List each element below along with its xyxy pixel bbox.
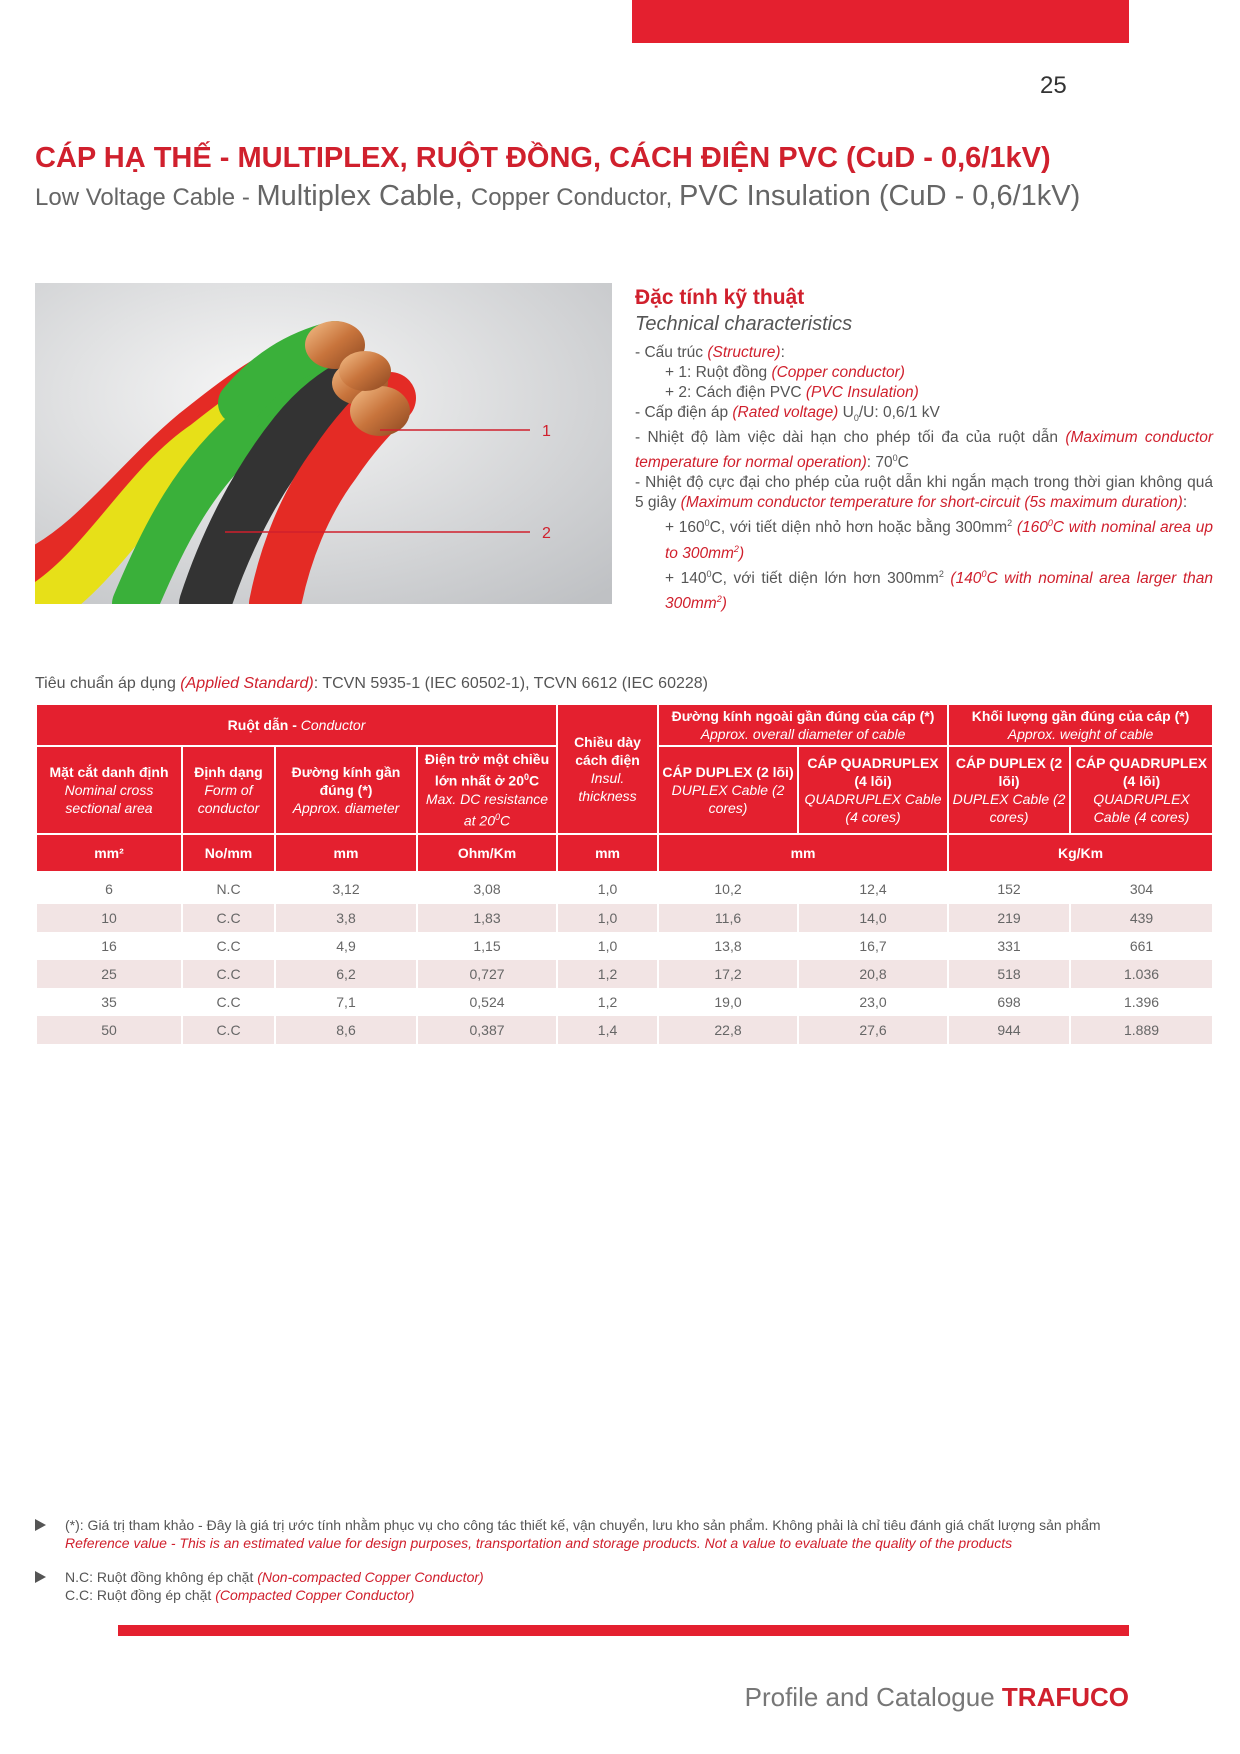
dc-resistance-header: Điện trở một chiều lớn nhất ở $20^0C$ Max. DC resistance at $20^0C$ [417,746,557,834]
title-en-part: Multiplex Cable, [256,180,471,212]
table-cell: 11,6 [658,904,798,932]
title-en-part: PVC Insulation (CuD - 0,6/1kV) [678,180,1081,212]
table-cell: 1.036 [1070,960,1213,988]
table-cell: 50 [36,1016,182,1044]
tech-structure-item-2: + 2: Cách điện PVC (PVC Insulation) [665,384,919,401]
table-cell: 1,0 [557,904,658,932]
tech-heading-en: Technical characteristics [635,313,853,335]
triangle-right-icon [35,1519,46,1531]
table-cell: 20,8 [798,960,948,988]
quadruplex-weight-header: CÁP QUADRUPLEX (4 lõi) QUADRUPLEX Cable (4 cores) [1070,746,1213,834]
spec-table [35,703,1214,1044]
table-cell: 304 [1070,872,1213,904]
footer: Profile and Catalogue TRAFUCO [744,1682,1129,1712]
table-cell: 16,7 [798,932,948,960]
bottom-accent-bar [118,1625,1129,1636]
table-cell: 331 [948,932,1070,960]
unit-area: mm² [36,834,182,872]
table-row [36,988,1213,1016]
table-cell: 944 [948,1016,1070,1044]
table-cell: 1,2 [557,960,658,988]
page-title-en [35,180,1080,213]
insulation-thickness-header: Chiều dày cách điện Insul. thickness [557,704,658,834]
table-cell: 6 [36,872,182,904]
brand-name: TRAFUCO [1001,1682,1129,1712]
reference-note-vn: (*): Giá trị tham khảo - Đây là giá trị ước tính nhằm phục vụ cho công tác thiết kế, vận chuyển, lưu kho sản phẩm. Không phải là chỉ tiêu đánh giá chất lượng sản phẩm [65,1517,1101,1533]
table-cell: 27,6 [798,1016,948,1044]
title-en-part: Low Voltage Cable - [35,184,257,211]
title-en-part: Copper Conductor, [470,184,679,211]
table-cell: 698 [948,988,1070,1016]
table-cell: 10,2 [658,872,798,904]
applied-standard: Tiêu chuẩn áp dụng (Applied Standard): TCVN 5935-1 (IEC 60502-1), TCVN 6612 (IEC 60228) [35,675,708,692]
table-cell: 1,4 [557,1016,658,1044]
table-cell: 0,727 [417,960,557,988]
unit-form: No/mm [182,834,275,872]
duplex-diameter-header: CÁP DUPLEX (2 lõi) DUPLEX Cable (2 cores) [658,746,798,834]
approx-diameter-header: Đường kính gần đúng (*) Approx. diameter [275,746,417,834]
table-row [36,904,1213,932]
table-cell: 6,2 [275,960,417,988]
tech-max-temp: - Nhiệt độ làm việc dài hạn cho phép tối đa của ruột dẫn (Maximum conductor temperature for normal operation): $70^0C$ [635,429,1213,472]
table-cell: C.C [182,988,275,1016]
tech-short-160: + $160^0C$, với tiết diện nhỏ hơn hoặc bằng $300mm^2$ ($160^0C$ with nominal area up to $300mm^2$) [665,518,1213,562]
table-cell: 1,15 [417,932,557,960]
tech-short-circuit: - Nhiệt độ cực đại cho phép của ruột dẫn khi ngắn mạch trong thời gian không quá 5 giây (Maximum conductor temperature for short-circuit (5s maximum duration): [635,474,1213,512]
cable-photo [35,283,612,604]
table-cell: 1,0 [557,872,658,904]
table-row [36,872,1213,904]
tech-rated-voltage: - Cấp điện áp (Rated voltage) $U_0/U$: 0,6/1 kV [635,404,940,424]
table-cell: 3,8 [275,904,417,932]
table-cell: 12,4 [798,872,948,904]
table-cell: 1.396 [1070,988,1213,1016]
technical-characteristics [635,285,1213,614]
table-cell: C.C [182,904,275,932]
table-cell: C.C [182,960,275,988]
table-cell: 0,387 [417,1016,557,1044]
table-cell: 10 [36,904,182,932]
table-cell: 1,83 [417,904,557,932]
table-cell: 1.889 [1070,1016,1213,1044]
table-cell: 152 [948,872,1070,904]
table-cell: 0,524 [417,988,557,1016]
table-cell: 439 [1070,904,1213,932]
table-cell: 1,2 [557,988,658,1016]
table-cell: 3,08 [417,872,557,904]
table-cell: 8,6 [275,1016,417,1044]
table-cell: 14,0 [798,904,948,932]
tech-short-140: + $140^0C$, với tiết diện lớn hơn $300mm^2$ ($140^0C$ with nominal area larger than $300mm^2$) [665,568,1213,612]
table-cell: C.C [182,932,275,960]
table-cell: 19,0 [658,988,798,1016]
reference-note [35,1516,1185,1552]
nc-note: N.C: Ruột đồng không ép chặt (Non-compacted Copper Conductor) [65,1569,484,1585]
unit-weight: Kg/Km [948,834,1213,872]
conductor-form-header: Định dạng Form of conductor [182,746,275,834]
triangle-right-icon [35,1571,46,1583]
table-cell: N.C [182,872,275,904]
table-cell: 219 [948,904,1070,932]
unit-diameter: mm [275,834,417,872]
overall-diameter-header: Đường kính ngoài gần đúng của cáp (*) Approx. overall diameter of cable [658,704,948,746]
unit-thickness: mm [557,834,658,872]
quadruplex-diameter-header: CÁP QUADRUPLEX (4 lõi) QUADRUPLEX Cable (4 cores) [798,746,948,834]
duplex-weight-header: CÁP DUPLEX (2 lõi) DUPLEX Cable (2 cores) [948,746,1070,834]
table-cell: 25 [36,960,182,988]
table-row [36,960,1213,988]
cc-note: C.C: Ruột đồng ép chặt (Compacted Copper Conductor) [65,1587,415,1603]
reference-note-en: Reference value - This is an estimated value for design purposes, transportation and storage products. Not a value to evaluate the quality of the products [65,1535,1013,1551]
table-cell: 4,9 [275,932,417,960]
nominal-area-header: Mặt cắt danh định Nominal cross sectional area [36,746,182,834]
table-cell: 16 [36,932,182,960]
table-cell: 518 [948,960,1070,988]
table-cell: 17,2 [658,960,798,988]
table-cell: 661 [1070,932,1213,960]
tech-heading-vn: Đặc tính kỹ thuật [635,286,805,309]
table-cell: 7,1 [275,988,417,1016]
table-row [36,1016,1213,1044]
footnotes [35,1516,1185,1620]
top-accent-bar [632,0,1129,43]
table-cell: 35 [36,988,182,1016]
tech-structure: - Cấu trúc (Structure): [635,344,785,361]
abbreviation-note [35,1568,1185,1604]
table-cell: 22,8 [658,1016,798,1044]
callout-1-label: 1 [542,423,551,440]
page-title-vn: CÁP HẠ THẾ - MULTIPLEX, RUỘT ĐỒNG, CÁCH ĐIỆN PVC (CuD - 0,6/1kV) [35,142,1051,174]
conductor-group-header: Ruột dẫn - Conductor [36,704,557,746]
page-number: 25 [1040,72,1067,99]
unit-resistance: Ohm/Km [417,834,557,872]
tech-structure-item-1: + 1: Ruột đồng (Copper conductor) [665,364,905,381]
table-cell: C.C [182,1016,275,1044]
table-row [36,932,1213,960]
table-cell: 13,8 [658,932,798,960]
callout-2-label: 2 [542,525,551,542]
unit-overall-diameter: mm [658,834,948,872]
table-cell: 1,0 [557,932,658,960]
table-cell: 23,0 [798,988,948,1016]
cable-weight-header: Khối lượng gần đúng của cáp (*) Approx. weight of cable [948,704,1213,746]
table-cell: 3,12 [275,872,417,904]
